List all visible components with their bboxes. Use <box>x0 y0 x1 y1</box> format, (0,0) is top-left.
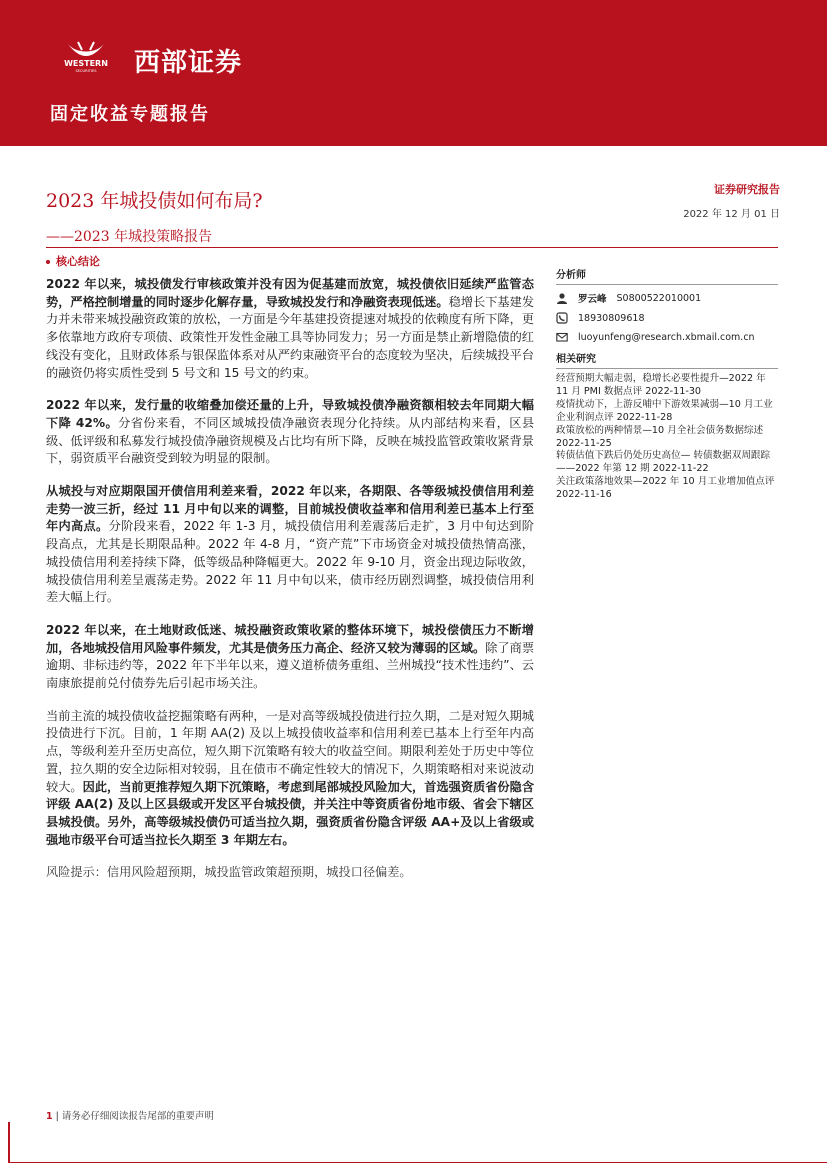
paragraph-2-bold: 2022 年以来，发行量的收缩叠加偿还量的上升，导致城投债净融资额相较去年同期大幅下降 42%。 <box>46 398 534 430</box>
paragraph-5-text: 当前主流的城投债收益挖掘策略有两种，一是对高等级城投债进行拉久期，二是对短久期城投债进行下沉。目前，1 年期 AA(2) 及以上城投债收益率和信用利差已基本上行至年内高点，等级利差升至历史高位，短久期下沉策略有较大的收益空间。期限利差处于历史中等位置，拉久期的安全边际相对较弱，且在债市不确定性较大的情况下，久期策略相对来说波动较大。 <box>46 708 534 794</box>
section-heading-label: 核心结论 <box>56 255 100 268</box>
analyst-phone: 18930809618 <box>578 312 645 324</box>
sidebar <box>556 266 778 502</box>
footer: 1 | 请务必仔细阅读报告尾部的重要声明 <box>46 1111 214 1122</box>
footer-note: 请务必仔细阅读报告尾部的重要声明 <box>61 1111 214 1122</box>
paragraph-1-text: 稳增长下基建发力并未带来城投融资政策的放松，一方面是今年基建投资提速对城投的依赖度有所下降，更多依靠地方政府专项债、政策性开发性金融工具等协同发力；另一方面是禁止新增隐债的红线没有变化，且财政体系与银保监体系对从严约束融资平台的态度较为坚决，后续城投平台的融资仍将实质性受到 5 号文和 15 号文的约束。 <box>46 294 535 380</box>
related-item-4[interactable]: 转债估值下跌后仍处历史高位— 转债数据双周跟踪——2022 年第 12 期 2022-11-22 <box>556 450 771 475</box>
analyst-row <box>556 291 778 305</box>
related-heading: 相关研究 <box>556 350 778 369</box>
paragraph-1 <box>46 276 534 382</box>
section-heading <box>46 253 100 269</box>
document-title: 2023 年城投债如何布局? <box>46 190 263 212</box>
footer-accent <box>8 1122 10 1162</box>
paragraph-3 <box>46 483 534 607</box>
risk-warning: 风险提示：信用风险超预期，城投监管政策超预期，城投口径偏差。 <box>46 865 412 880</box>
related-item-1[interactable]: 经营预期大幅走弱，稳增长必要性提升—2022 年 11 月 PMI 数据点评 2022-11-30 <box>556 373 766 397</box>
svg-text:SECURITIES: SECURITIES <box>75 69 97 73</box>
paragraph-4-text: 除了商票逾期、非标违约等，2022 年下半年以来，遵义道桥债务重组、兰州城投“技术性违约”、云南康旅提前兑付债券先后引起市场关注。 <box>46 640 535 691</box>
paragraph-5 <box>46 708 534 850</box>
page-number: 1 <box>46 1111 53 1122</box>
related-item-3[interactable]: 政策放松的两种情景—10 月全社会债务数据综述 2022-11-25 <box>556 424 764 449</box>
person-icon <box>556 292 568 304</box>
paragraph-3-bold: 从城投与对应期限国开债信用利差来看，2022 年以来，各期限、各等级城投债信用利差走势一波三折，经过 11 月中旬以来的调整，目前城投债收益率和信用利差已基本上行至年内高点。 <box>46 484 534 534</box>
paragraph-4-bold: 2022 年以来，在土地财政低迷、城投融资政策收紧的整体环境下，城投偿债压力不断增加，各地城投信用风险事件频发，尤其是债务压力高企、经济又较为薄弱的区域。 <box>46 622 534 655</box>
email-row <box>556 331 778 343</box>
related-item-5[interactable]: 关注政策落地效果—2022 年 10 月工业增加值点评 2022-11-16 <box>556 476 775 501</box>
phone-row <box>556 312 778 324</box>
analyst-heading: 分析师 <box>556 266 778 285</box>
bullet-icon <box>46 260 50 264</box>
svg-text:WESTERN: WESTERN <box>64 59 108 68</box>
analyst-id: S0800522010001 <box>616 292 702 304</box>
report-header <box>0 0 827 146</box>
western-securities-logo <box>48 40 124 74</box>
footer-rule <box>8 1162 827 1163</box>
paragraph-5-bold: 因此，当前更推荐短久期下沉策略，考虑到尾部城投风险加大，首选强资质省份隐含评级 AA(2) 及以上区县级或开发区平台城投债，并关注中等资质省份地市级、省会下辖区县城投债。另外，高等级城投债仍可适当拉久期，强资质省份隐含评级 AA+及以上省级或强地市级平台可适当拉长久期至 3 年期左右。 <box>46 779 535 847</box>
report-type: 固定收益专题报告 <box>50 104 210 125</box>
analyst-name: 罗云峰 <box>578 294 607 305</box>
paragraph-2 <box>46 397 534 468</box>
company-name: 西部证券 <box>134 48 243 78</box>
document-date: 2022 年 12 月 01 日 <box>683 209 780 220</box>
email-icon <box>556 331 568 343</box>
related-item-2[interactable]: 疫情扰动下，上游反哺中下游效果减弱—10 月工业企业利润点评 2022-11-28 <box>556 398 773 423</box>
paragraph-4 <box>46 622 534 693</box>
paragraph-1-bold: 2022 年以来，城投债发行审核政策并没有因为促基建而放宽，城投债依旧延续严监管态势，严格控制增量的同时逐步化解存量，导致城投发行和净融资表现低迷。 <box>46 277 534 309</box>
document-subtitle: ——2023 年城投策略报告 <box>46 229 213 245</box>
paragraph-3-text: 分阶段来看，2022 年 1-3 月，城投债信用利差震荡后走扩，3 月中旬达到阶段高点，尤其是长期限品种。2022 年 4-8 月，“资产荒”下市场资金对城投债热情高涨，城投债信用利差持续下降，低等级品种降幅更大。2022 年 9-10 月，资金出现边际收敛，城投债信用利差呈震荡走势。2022 年 11 月中旬以来，债市经历剧烈调整，城投债信用利差大幅上行。 <box>46 519 534 605</box>
main-body <box>46 276 534 897</box>
phone-icon <box>556 312 568 324</box>
document-tag: 证券研究报告 <box>714 183 780 196</box>
paragraph-2-text: 分省份来看，不同区域城投债净融资表现分化持续。从内部结构来看，区县级、低评级和私募发行城投债净融资规模及占比均有所下降，反映在城投监管政策收紧背景下，弱资质平台融资受到较为明显的限制。 <box>46 415 535 466</box>
analyst-email[interactable]: luoyunfeng@research.xbmail.com.cn <box>578 331 755 343</box>
title-divider <box>46 247 778 248</box>
